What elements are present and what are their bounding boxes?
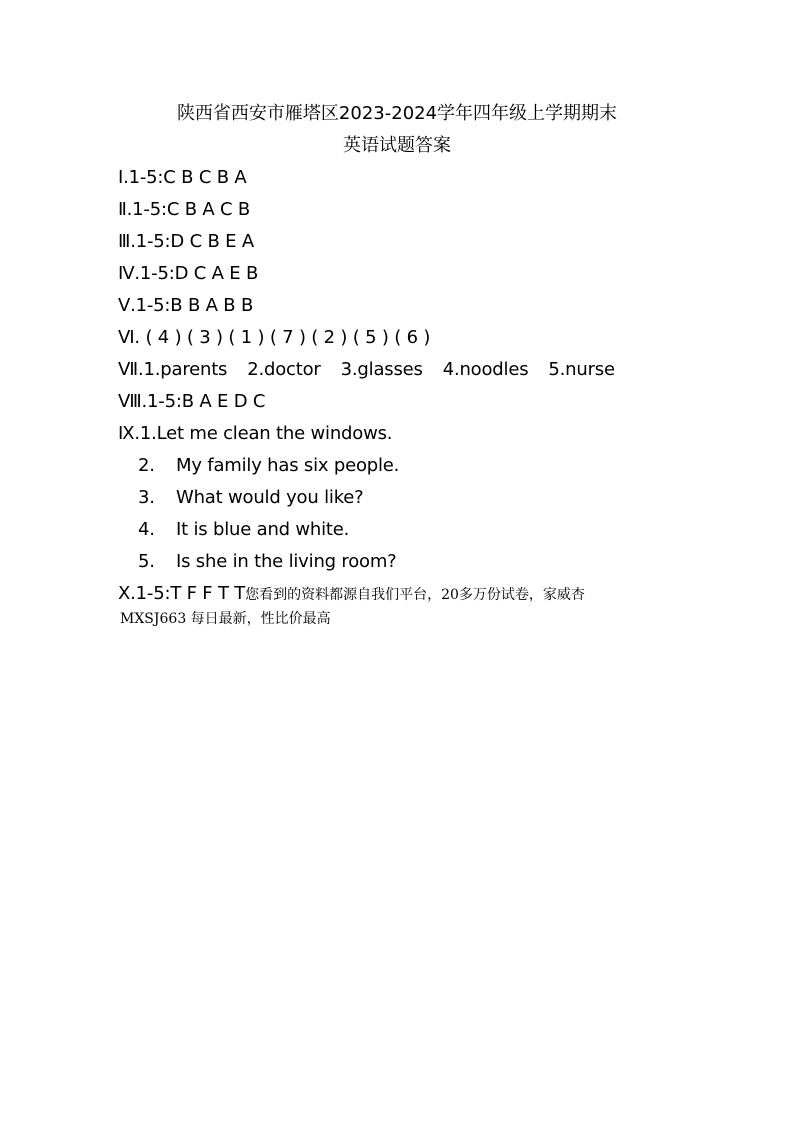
answer-section-10 xyxy=(118,582,585,607)
section-7-item: 2.doctor xyxy=(247,359,321,380)
section-10-answer: Ⅹ.1-5:T F F T T xyxy=(118,583,246,604)
answer-section-9-item xyxy=(138,550,397,574)
answer-section-7 xyxy=(118,358,615,382)
answer-section-6: Ⅵ. ( 4 ) ( 3 ) ( 1 ) ( 7 ) ( 2 ) ( 5 ) ( 6 ) xyxy=(118,327,431,348)
section-7-item: 5.nurse xyxy=(548,359,615,380)
answer-section-9-item xyxy=(138,518,349,542)
item-number: 3. xyxy=(138,487,155,508)
notice-text: 您看到的资料都源自我们平台，20多万份试卷，家威杏 xyxy=(245,587,585,603)
answer-section-8: Ⅷ.1-5:B A E D C xyxy=(118,391,266,412)
answer-section-3: Ⅲ.1-5:D C B E A xyxy=(118,231,254,252)
item-text: What would you like? xyxy=(176,487,364,508)
section-7-item: 1.parents xyxy=(143,359,228,380)
item-text: Is she in the living room? xyxy=(176,551,397,572)
answer-section-5: Ⅴ.1-5:B B A B B xyxy=(118,295,254,316)
answer-section-9-item xyxy=(138,486,364,510)
item-text: It is blue and white. xyxy=(176,519,350,540)
answer-section-4: Ⅳ.1-5:D C A E B xyxy=(118,263,259,284)
item-number: 5. xyxy=(138,551,155,572)
notice-text-line2: MXSJ663 每日最新，性比价最高 xyxy=(120,611,331,627)
section-7-item: 4.noodles xyxy=(442,359,529,380)
section-7-prefix: Ⅶ. xyxy=(118,359,144,380)
item-number: 2. xyxy=(138,455,155,476)
item-number: 4. xyxy=(138,519,155,540)
answer-section-9-first: Ⅸ.1.Let me clean the windows. xyxy=(118,423,393,444)
answer-section-2: Ⅱ.1-5:C B A C B xyxy=(118,199,251,220)
answer-section-1: Ⅰ.1-5:C B C B A xyxy=(118,167,247,188)
answer-section-9-item xyxy=(138,454,399,478)
item-text: My family has six people. xyxy=(176,455,400,476)
section-7-item: 3.glasses xyxy=(340,359,423,380)
document-title: 陕西省西安市雁塔区2023-2024学年四年级上学期期末 xyxy=(176,103,618,124)
document-subtitle: 英语试题答案 xyxy=(343,135,451,156)
